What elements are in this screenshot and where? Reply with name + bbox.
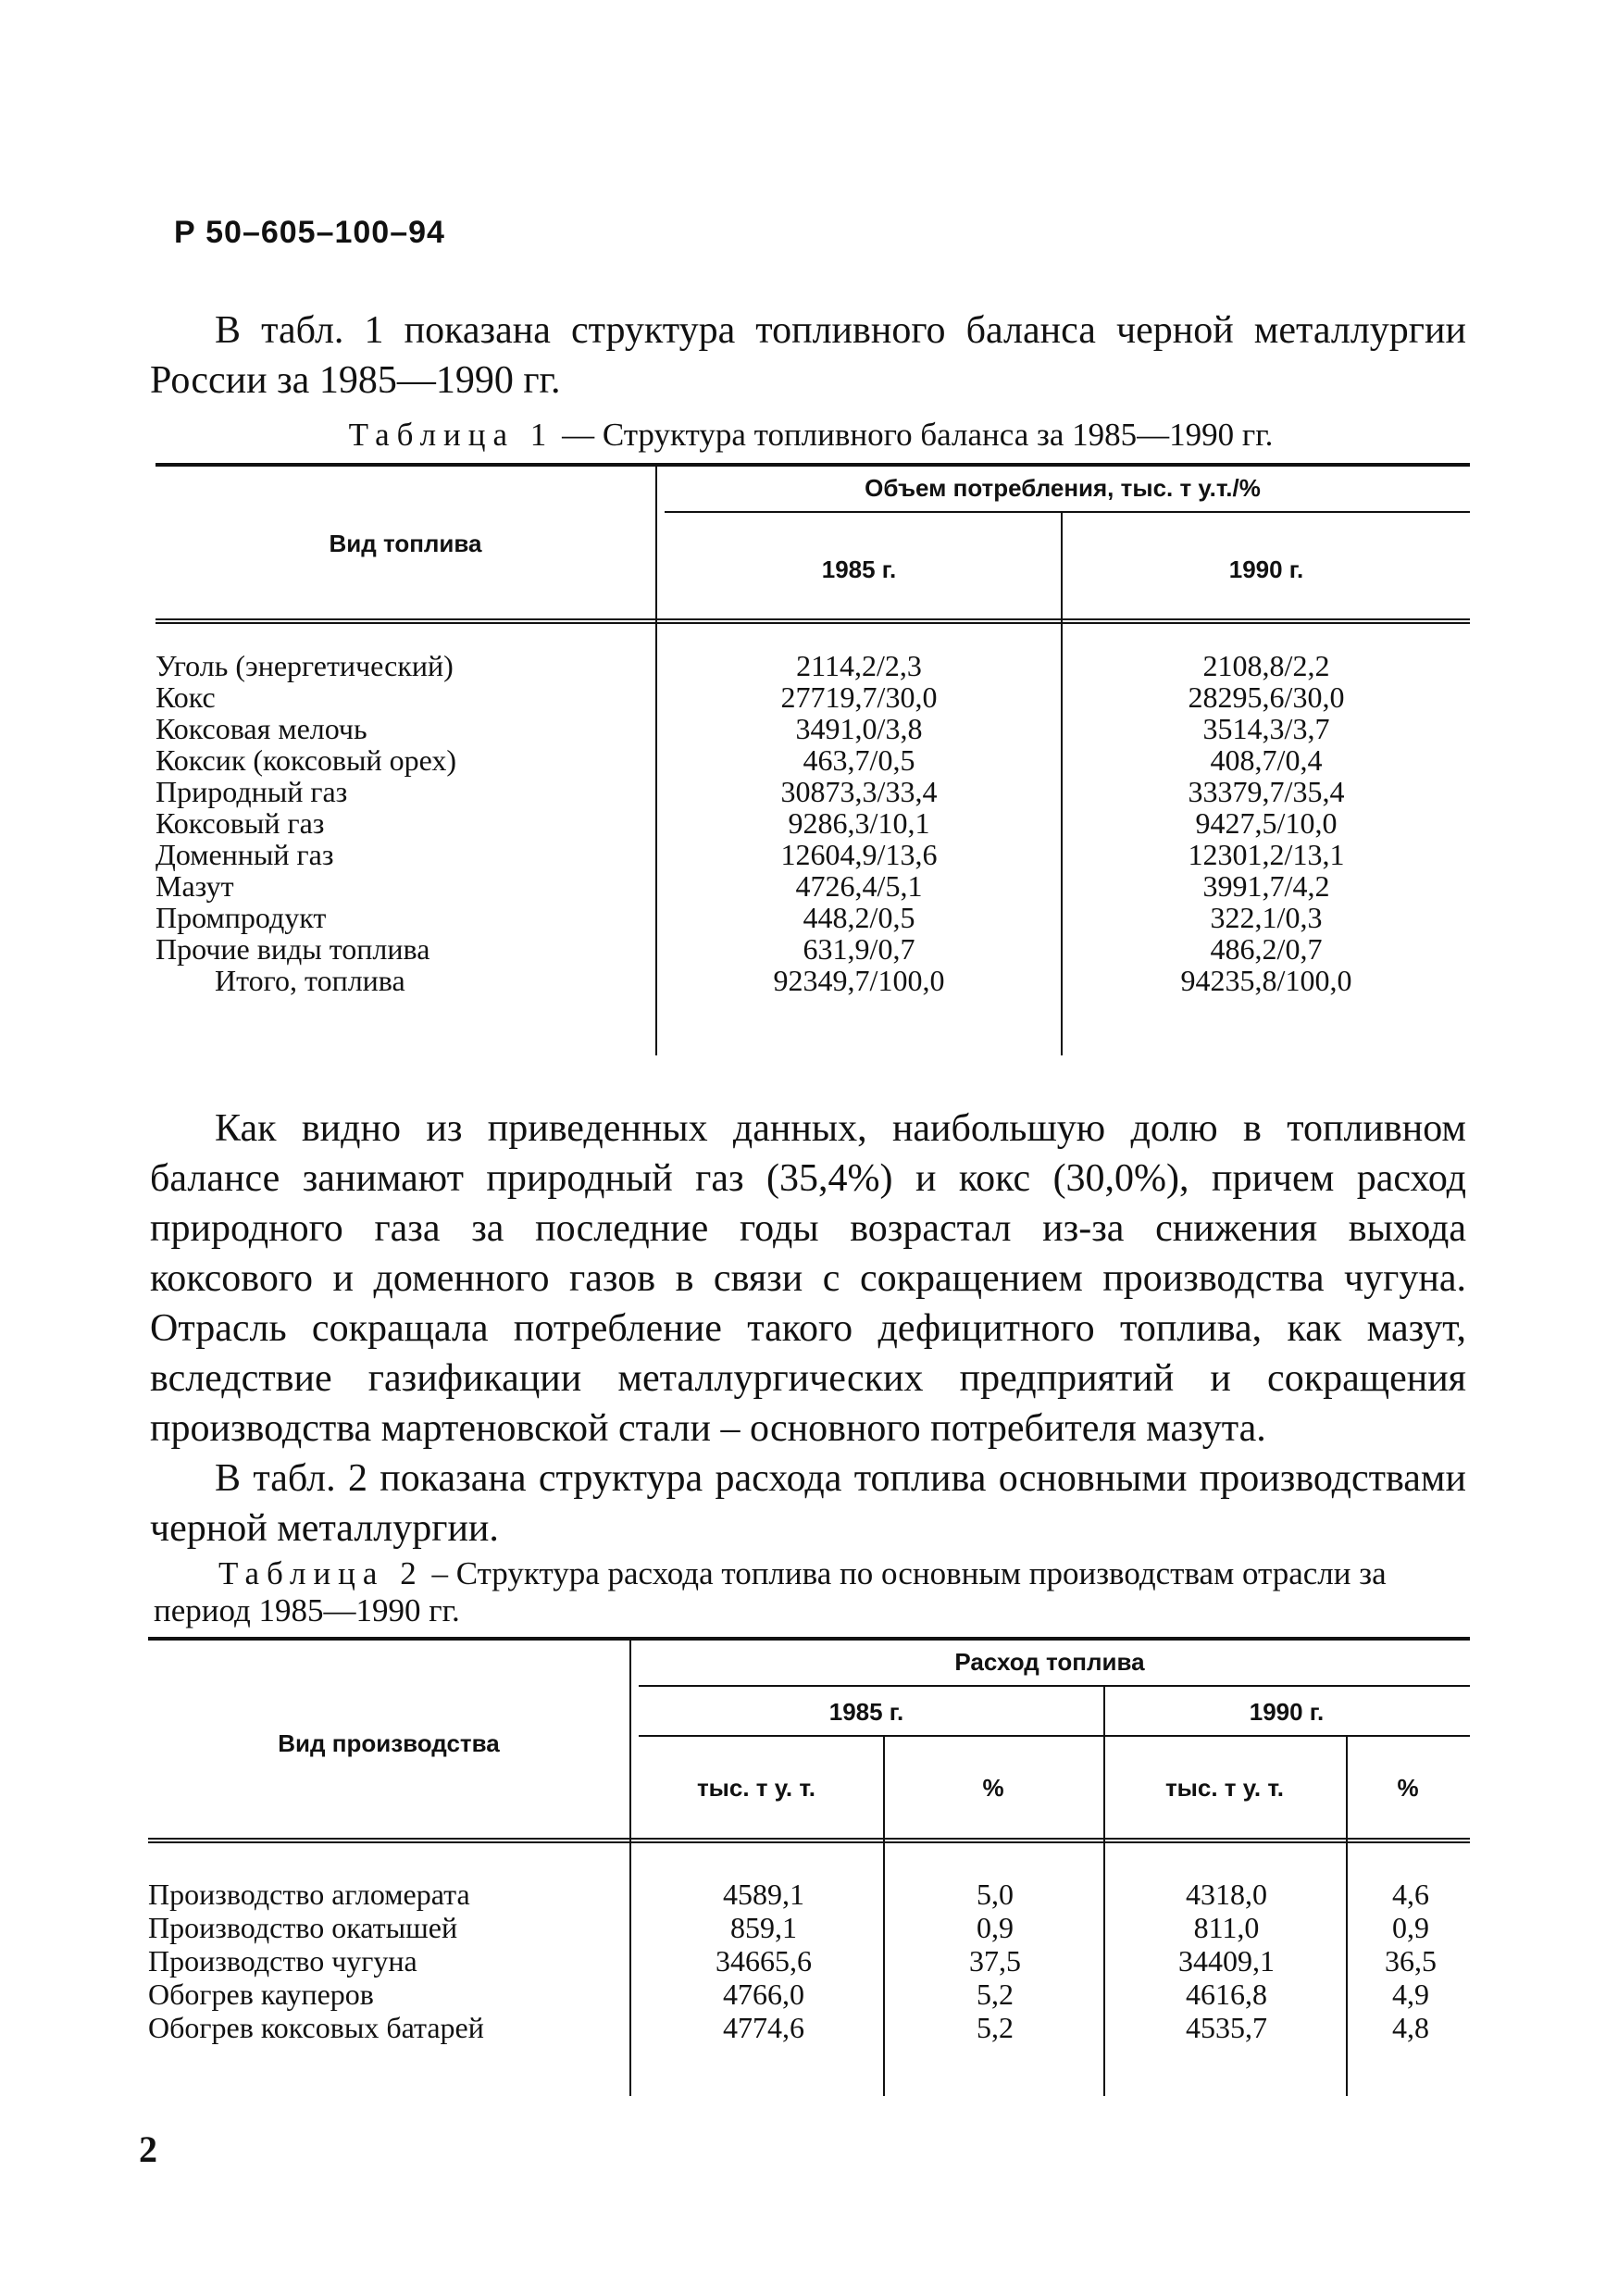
value-1985: 4726,4/5,1 (795, 869, 923, 903)
value-1990: 322,1/0,3 (1210, 901, 1323, 934)
value-1990: 94235,8/100,0 (1180, 964, 1352, 997)
body-paragraph-2: В табл. 2 показана структура расхода топлива основными производствами черной металлургии. (150, 1457, 1466, 1550)
table-row (148, 1978, 1470, 2011)
value-1985: 448,2/0,5 (803, 901, 915, 934)
fuel-name: Мазут (156, 869, 234, 903)
fuel-name: Коксовый газ (156, 806, 325, 840)
table1-caption (154, 417, 1468, 454)
value-1990-percent: 4,9 (1392, 1978, 1429, 2011)
table-row (156, 870, 1470, 902)
table2 (148, 1637, 1470, 2100)
table2-caption (154, 1555, 1468, 1629)
value-1985: 27719,7/30,0 (780, 680, 938, 714)
value-1990: 2108,8/2,2 (1202, 649, 1330, 682)
page-number: 2 (139, 2128, 157, 2170)
value-1985: 2114,2/2,3 (796, 649, 922, 682)
value-1985-thousand: 4774,6 (723, 2011, 804, 2044)
value-1990-percent: 4,8 (1392, 2011, 1429, 2044)
value-1985: 3491,0/3,8 (795, 712, 923, 745)
table1-col-1985: 1985 г. (821, 555, 897, 583)
fuel-name: Природный газ (156, 775, 348, 808)
value-1990-thousand: 4318,0 (1186, 1878, 1267, 1911)
table1-col-name: Вид топлива (329, 530, 482, 557)
document-code: Р 50–605–100–94 (174, 215, 445, 250)
value-1985-percent: 5,2 (977, 1978, 1014, 2011)
value-1990: 408,7/0,4 (1210, 743, 1323, 777)
value-1985-thousand: 4589,1 (723, 1878, 804, 1911)
table-row (148, 1944, 1470, 1978)
value-1985-thousand: 859,1 (730, 1911, 797, 1944)
value-1985-thousand: 4766,0 (723, 1978, 804, 2011)
fuel-name: Прочие виды топлива (156, 932, 430, 966)
production-name: Обогрев кауперов (148, 1978, 374, 2011)
table-row (156, 933, 1470, 965)
table-row (148, 1878, 1470, 1911)
table-row (156, 839, 1470, 870)
table2-title: – Структура расхода топлива по основным производствам отрасли за период 1985—1990 гг. (154, 1555, 1387, 1628)
value-1990: 12301,2/13,1 (1188, 838, 1345, 871)
value-1985-percent: 0,9 (977, 1911, 1014, 1944)
table-row (156, 681, 1470, 713)
table-row (156, 807, 1470, 839)
value-1990-thousand: 4616,8 (1186, 1978, 1267, 2011)
table1-title: — Структура топливного баланса за 1985—1990 гг. (554, 417, 1274, 453)
table-row (156, 744, 1470, 776)
fuel-name: Промпродукт (156, 901, 327, 934)
intro-paragraph: В табл. 1 показана структура топливного баланса черной металлургии России за 1985—1990 гг. (150, 309, 1466, 402)
value-1985-percent: 37,5 (969, 1944, 1021, 1978)
value-1990-thousand: 811,0 (1193, 1911, 1260, 1944)
value-1990: 9427,5/10,0 (1195, 806, 1338, 840)
value-1985-thousand: 34665,6 (716, 1944, 812, 1978)
table1 (156, 463, 1470, 1065)
table-row (148, 2011, 1470, 2044)
value-1990-thousand: 34409,1 (1178, 1944, 1275, 1978)
table-row (156, 902, 1470, 933)
value-1990-thousand: 4535,7 (1186, 2011, 1267, 2044)
fuel-name: Кокс (156, 680, 216, 714)
production-name: Производство чугуна (148, 1944, 417, 1978)
fuel-name: Коксик (коксовый орех) (156, 743, 457, 777)
table-row (156, 713, 1470, 744)
value-1990-percent: 4,6 (1392, 1878, 1429, 1911)
table2-col-1985: 1985 г. (828, 1698, 904, 1726)
value-1990: 486,2/0,7 (1210, 932, 1323, 966)
table-row (156, 650, 1470, 681)
production-name: Производство агломерата (148, 1878, 470, 1911)
value-1985: 463,7/0,5 (803, 743, 915, 777)
value-1985: 9286,3/10,1 (788, 806, 930, 840)
table-row (156, 965, 1470, 996)
value-1990: 33379,7/35,4 (1188, 775, 1345, 808)
table2-col-name: Вид производства (278, 1729, 500, 1757)
value-1990: 3991,7/4,2 (1202, 869, 1330, 903)
value-1990-percent: 36,5 (1385, 1944, 1437, 1978)
value-1985: 631,9/0,7 (803, 932, 915, 966)
fuel-name: Коксовая мелочь (156, 712, 367, 745)
body-paragraph-1: Как видно из приведенных данных, наибольшую долю в топливном балансе занимают природный газ (35,4%) и кокс (30,0%), причем расход природного газа за последние годы возрастал из-за снижения выхода коксового и доменного газов в связи с сокращением производства чугуна. Отрасль сокращала потребление такого дефицитного топлива, как мазут, вследствие газификации металлургических предприятий и сокращения производства мартеновской стали – основного потребителя мазута. (150, 1107, 1466, 1450)
value-1985: 12604,9/13,6 (780, 838, 938, 871)
value-1985: 30873,3/33,4 (780, 775, 938, 808)
value-1990-percent: 0,9 (1392, 1911, 1429, 1944)
table-row (148, 1911, 1470, 1944)
table1-col-group: Объем потребления, тыс. т у.т./% (865, 474, 1261, 502)
production-name: Производство окатышей (148, 1911, 458, 1944)
table2-sub-b: % (982, 1774, 1004, 1802)
table2-col-group: Расход топлива (954, 1648, 1145, 1676)
table1-col-1990: 1990 г. (1228, 555, 1304, 583)
fuel-name: Уголь (энергетический) (156, 649, 454, 682)
table2-sub-d: % (1397, 1774, 1419, 1802)
value-1990: 28295,6/30,0 (1188, 680, 1345, 714)
table1-label: Таблица 1 (348, 417, 554, 453)
fuel-name-total: Итого, топлива (215, 964, 405, 997)
table2-label: Таблица 2 (218, 1555, 424, 1591)
value-1985: 92349,7/100,0 (773, 964, 945, 997)
table-row (156, 776, 1470, 807)
table2-sub-a: тыс. т у. т. (696, 1774, 816, 1802)
value-1985-percent: 5,2 (977, 2011, 1014, 2044)
value-1990: 3514,3/3,7 (1202, 712, 1330, 745)
fuel-name: Доменный газ (156, 838, 334, 871)
production-name: Обогрев коксовых батарей (148, 2011, 484, 2044)
table2-sub-c: тыс. т у. т. (1164, 1774, 1285, 1802)
table2-col-1990: 1990 г. (1249, 1698, 1325, 1726)
value-1985-percent: 5,0 (977, 1878, 1014, 1911)
